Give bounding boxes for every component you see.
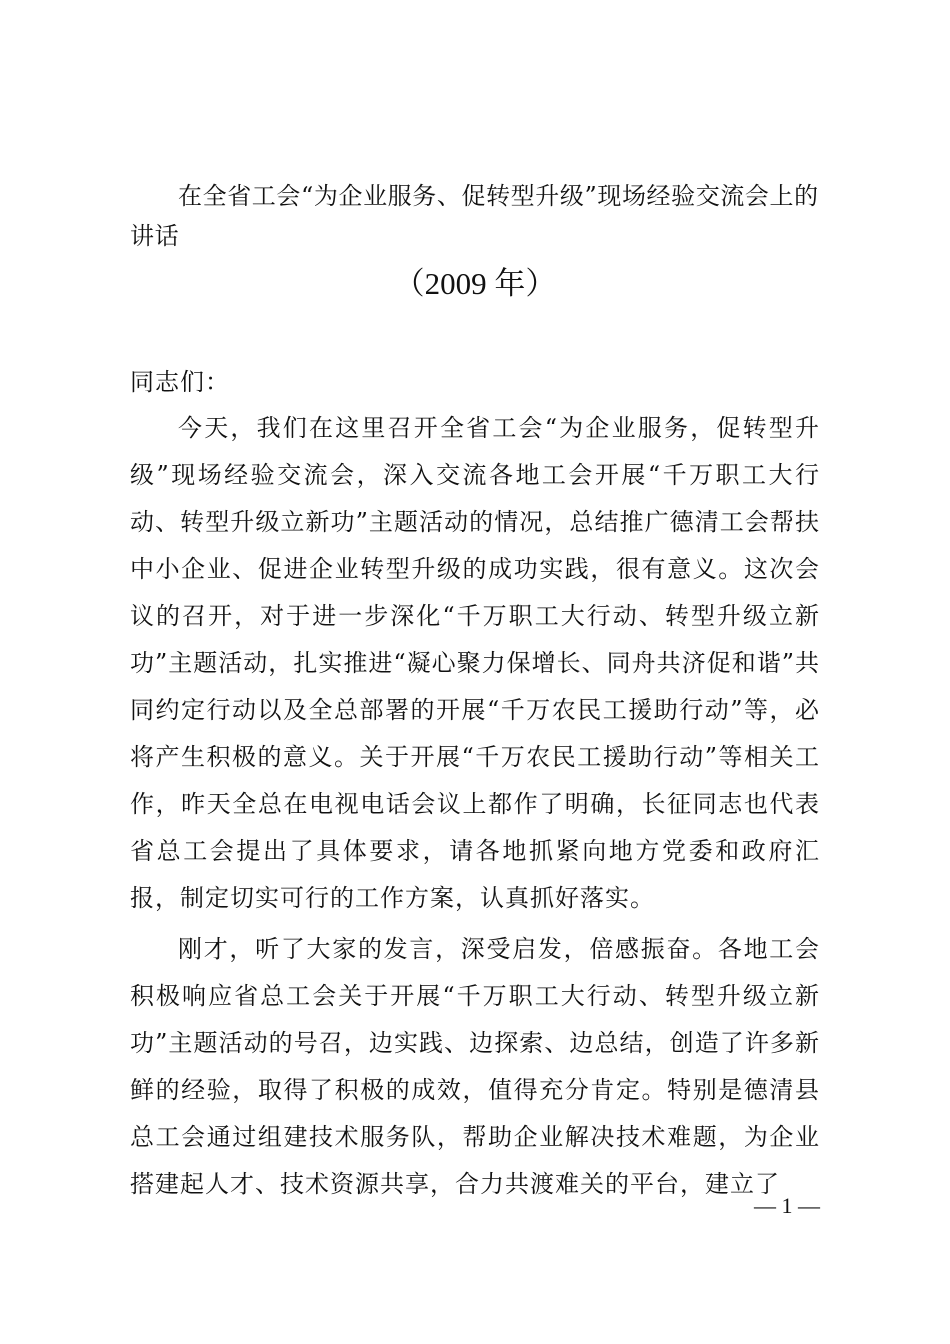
paragraph-1: 今天，我们在这里召开全省工会“为企业服务，促转型升级”现场经验交流会，深入交流各地工会开展“千万职工大行动、转型升级立新功”主题活动的情况，总结推广德清工会帮扶中小企业、促进企业转型升级的成功实践，很有意义。这次会议的召开，对于进一步深化“千万职工大行动、转型升级立新功”主题活动，扎实推进“凝心聚力保增长、同舟共济促和谐”共同约定行动以及全总部署的开展“千万农民工援助行动”等，必将产生积极的意义。关于开展“千万农民工援助行动”等相关工作，昨天全总在电视电话会议上都作了明确，长征同志也代表省总工会提出了具体要求，请各地抓紧向地方党委和政府汇报，制定切实可行的工作方案，认真抓好落实。 bbox=[130, 414, 820, 912]
document-title: 在全省工会“为企业服务、促转型升级”现场经验交流会上的讲话 bbox=[130, 182, 819, 250]
body-text bbox=[130, 405, 820, 1212]
document-year: （2009 年） bbox=[393, 266, 557, 301]
salutation: 同志们： bbox=[130, 368, 230, 396]
paragraph-2: 刚才，听了大家的发言，深受启发，倍感振奋。各地工会积极响应省总工会关于开展“千万职工大行动、转型升级立新功”主题活动的号召，边实践、边探索、边总结，创造了许多新鲜的经验，取得了积极的成效，值得充分肯定。特别是德清县总工会通过组建技术服务队，帮助企业解决技术难题，为企业搭建起人才、技术资源共享，合力共渡难关的平台，建立了 bbox=[130, 935, 820, 1198]
page-number: — 1 — bbox=[754, 1193, 820, 1218]
